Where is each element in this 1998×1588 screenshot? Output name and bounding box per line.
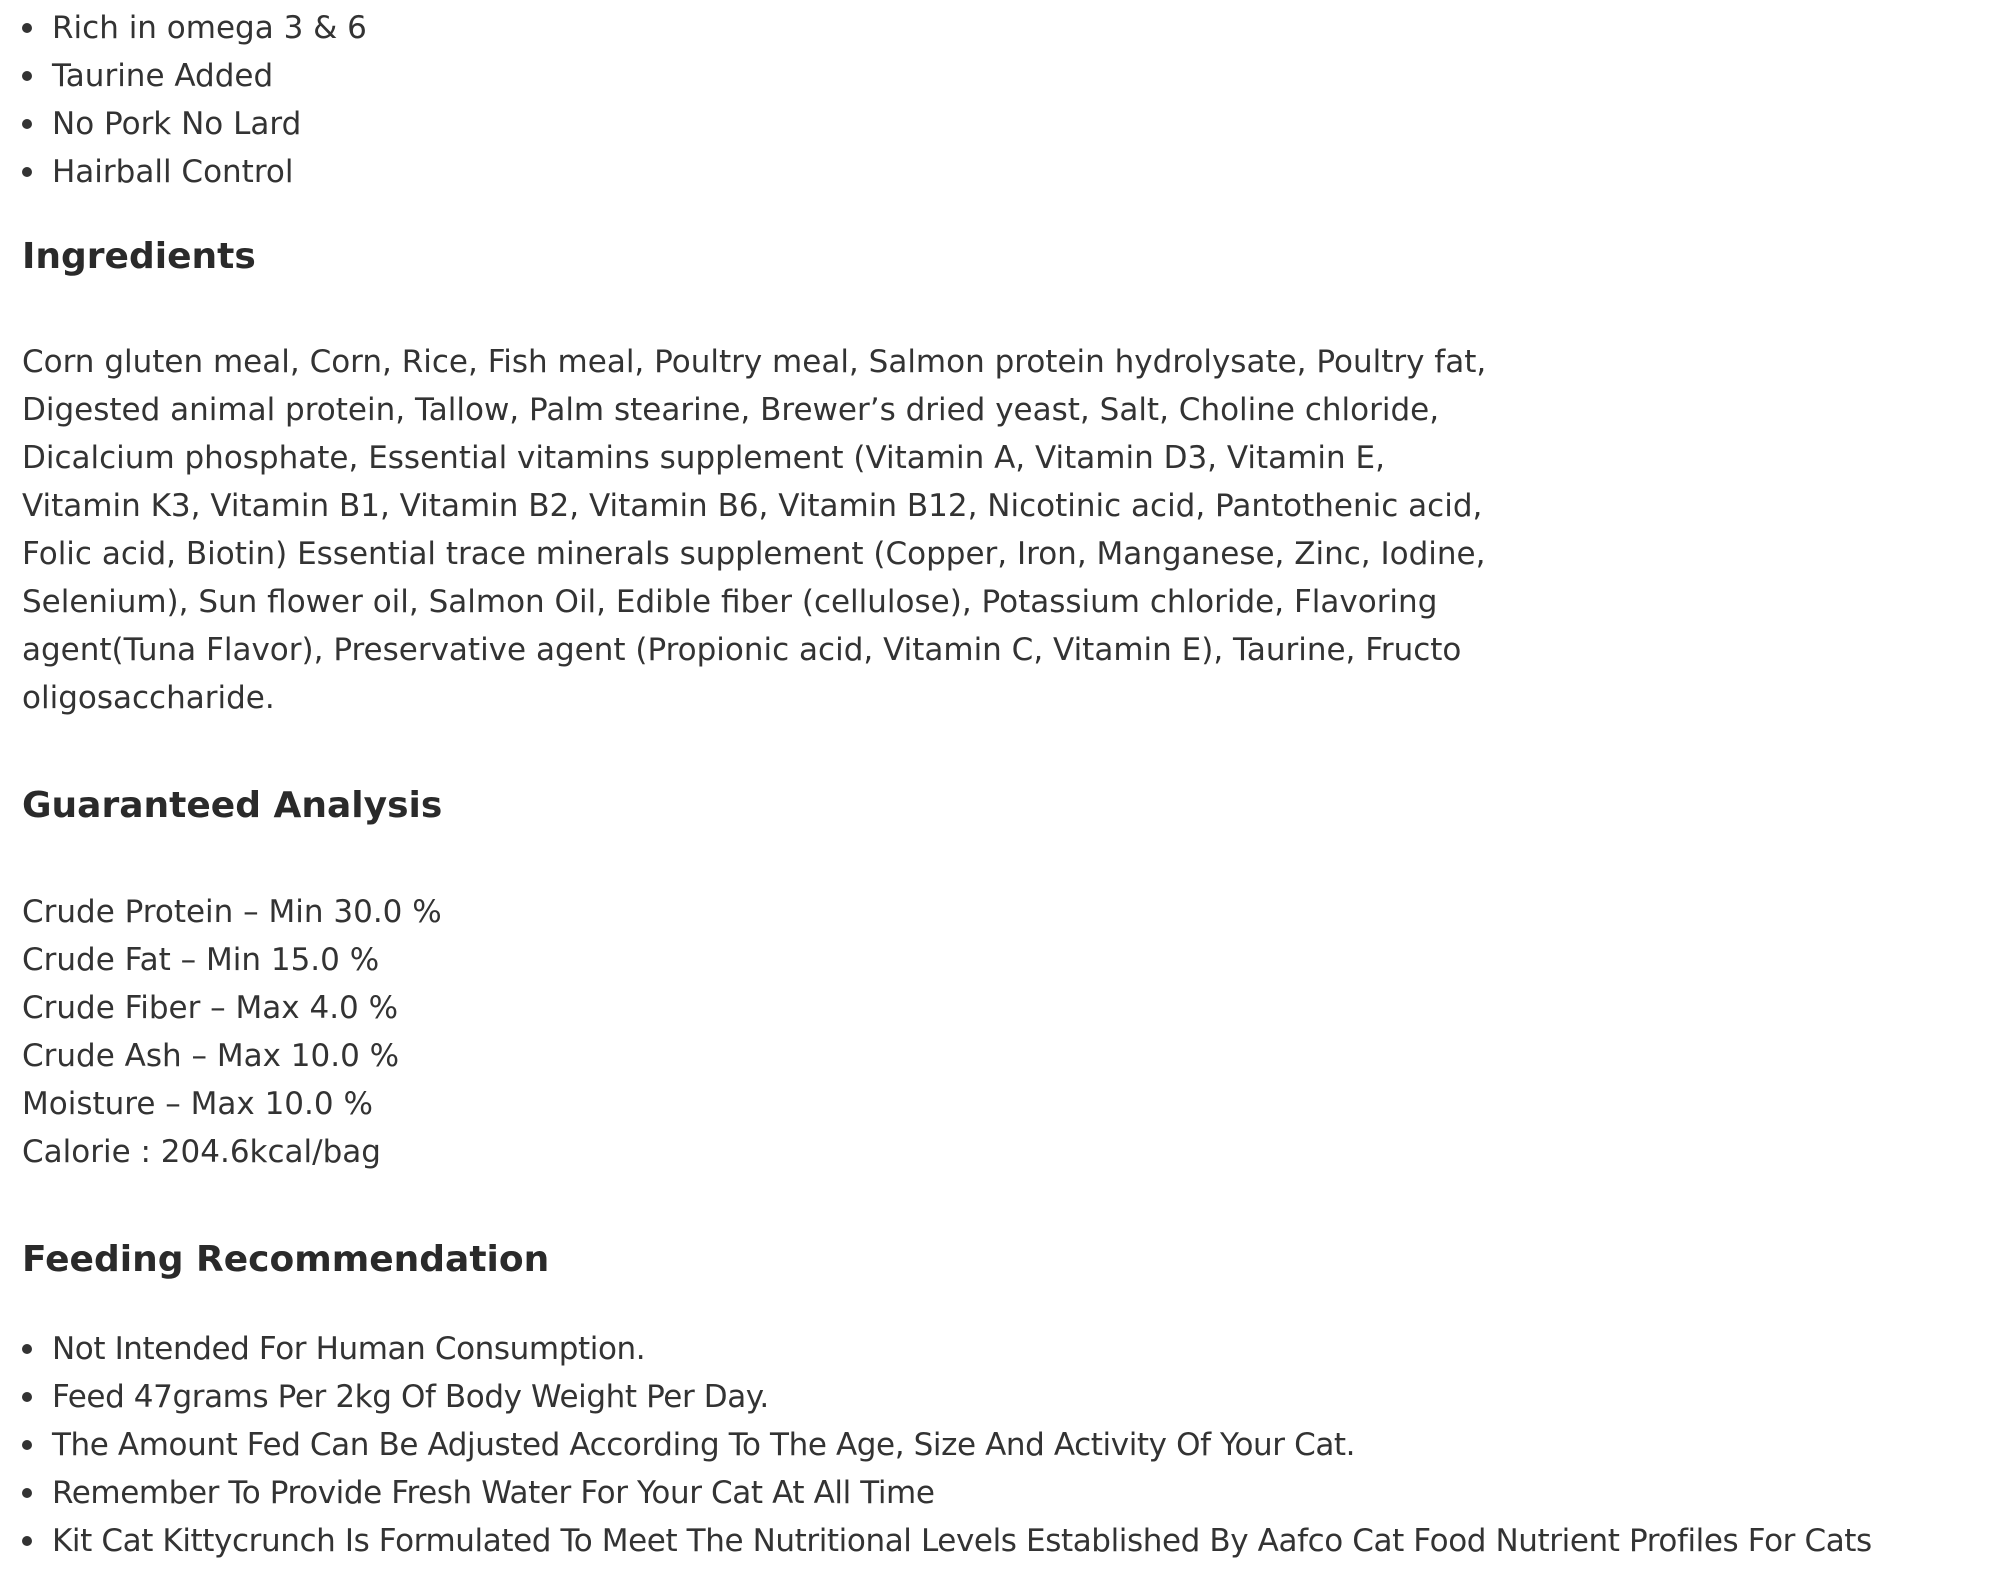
analysis-row: Crude Ash – Max 10.0 %: [22, 1038, 400, 1074]
guaranteed-analysis-heading: Guaranteed Analysis: [22, 785, 443, 826]
analysis-row: Moisture – Max 10.0 %: [22, 1086, 373, 1122]
feature-item: Rich in omega 3 & 6: [22, 4, 1982, 52]
feature-item: Hairball Control: [22, 148, 1982, 196]
feeding-recommendation-heading: Feeding Recommendation: [22, 1239, 550, 1280]
feeding-item: Remember To Provide Fresh Water For Your Cat At All Time: [22, 1469, 1982, 1517]
ingredients-text: Corn gluten meal, Corn, Rice, Fish meal, Poultry meal, Salmon protein hydrolysate, Poultry fat, Digested animal protein, Tallow, Palm stearine, Brewer’s dried yeast, Salt, Choline chloride, Dicalcium phosphate, Essential vitamins supplement (Vitamin A, Vitamin D3, Vitamin E, Vitamin K3, Vitamin B1, Vitamin B2, Vitamin B6, Vitamin B12, Nicotinic acid, Pantothenic acid, Folic acid, Biotin) Essential trace minerals supplement (Copper, Iron, Manganese, Zinc, Iodine, Selenium), Sun flower oil, Salmon Oil, Edible fiber (cellulose), Potassium chloride, Flavoring agent(Tuna Flavor), Preservative agent (Propionic acid, Vitamin C, Vitamin E), Taurine, Fructo oligosaccharide.: [22, 344, 1487, 716]
feeding-item: Feed 47grams Per 2kg Of Body Weight Per Day.: [22, 1373, 1982, 1421]
guaranteed-analysis-list: [22, 888, 1982, 1176]
product-description: [22, 0, 1982, 1565]
feeding-item: The Amount Fed Can Be Adjusted According To The Age, Size And Activity Of Your Cat.: [22, 1421, 1982, 1469]
feature-list: [22, 4, 1982, 196]
feature-item: Taurine Added: [22, 52, 1982, 100]
feature-item: No Pork No Lard: [22, 100, 1982, 148]
analysis-row: Crude Protein – Min 30.0 %: [22, 894, 442, 930]
analysis-row: Crude Fiber – Max 4.0 %: [22, 990, 399, 1026]
analysis-row: Calorie : 204.6kcal/bag: [22, 1134, 381, 1170]
feeding-item: Kit Cat Kittycrunch Is Formulated To Meet The Nutritional Levels Established By Aafco Cat Food Nutrient Profiles For Cats: [22, 1517, 1982, 1565]
feeding-item: Not Intended For Human Consumption.: [22, 1325, 1982, 1373]
feeding-list: [22, 1325, 1982, 1565]
analysis-row: Crude Fat – Min 15.0 %: [22, 942, 380, 978]
ingredients-heading: Ingredients: [22, 236, 256, 277]
